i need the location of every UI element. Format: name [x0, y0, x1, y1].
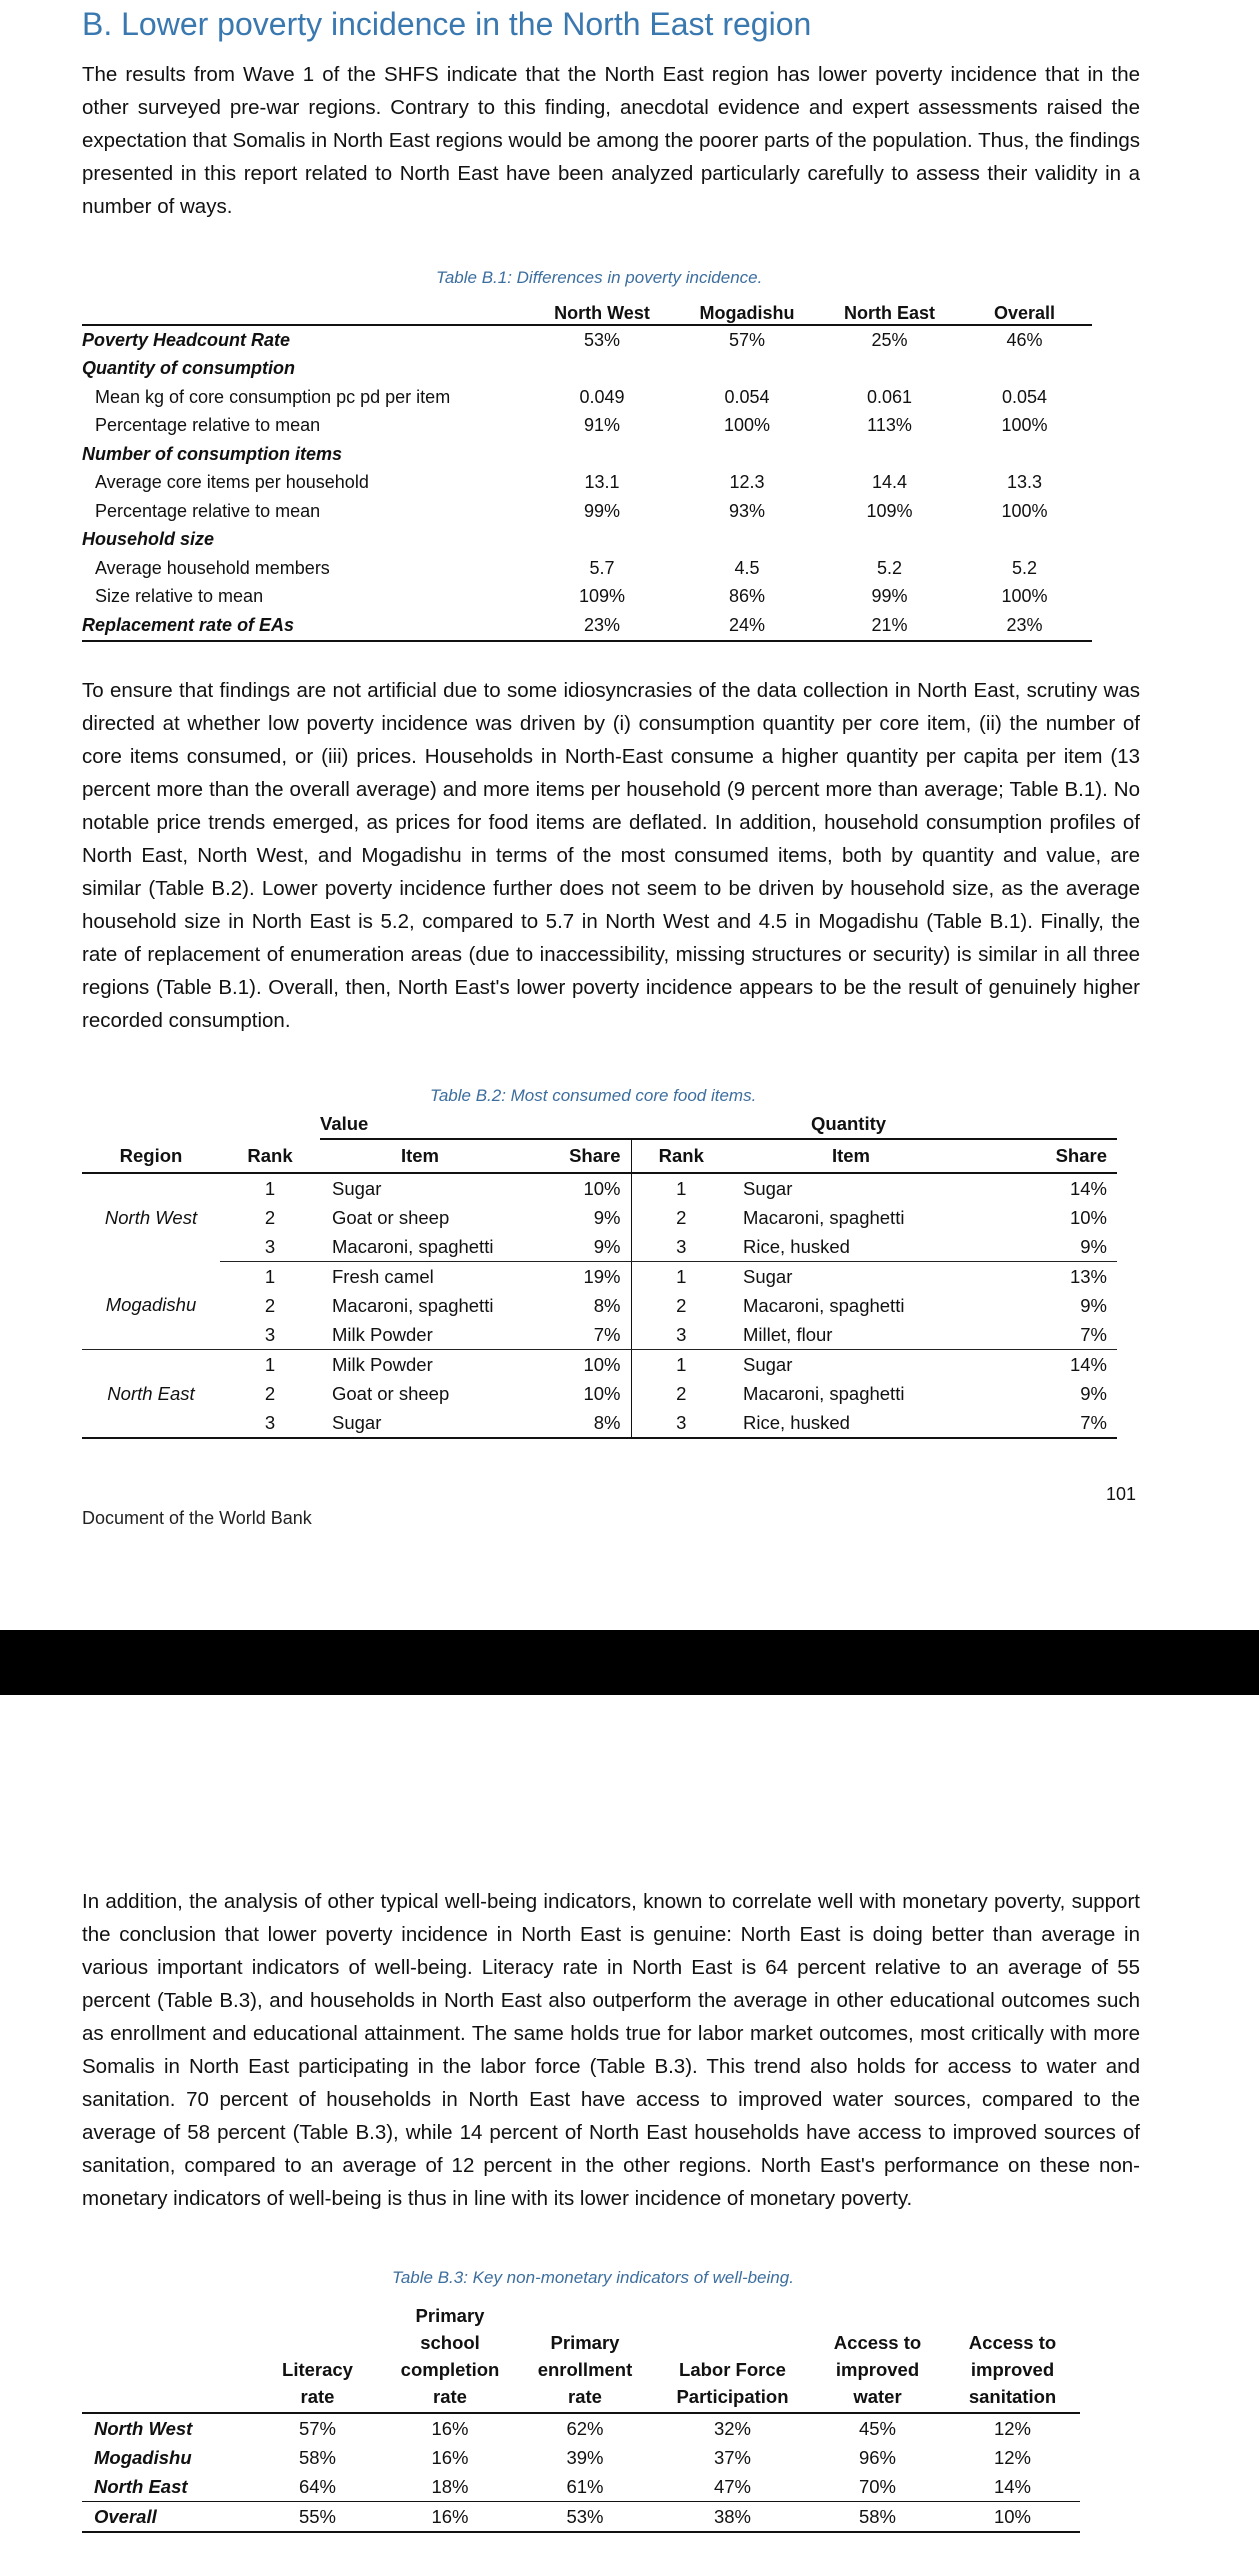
- cell: 8%: [520, 1408, 631, 1438]
- cell: 86%: [728, 586, 766, 607]
- cell: 32%: [713, 2417, 752, 2439]
- cell: 2: [264, 1382, 276, 1404]
- cell: Sugar: [743, 1177, 793, 1199]
- col-header: Primary school completion rate: [385, 2302, 515, 2413]
- cell: Goat or sheep: [332, 1382, 450, 1404]
- cell: 109%: [578, 586, 626, 607]
- table-b1-col-header: Mogadishu: [672, 294, 822, 325]
- cell: 3: [220, 1320, 320, 1350]
- row-label: North West: [94, 2417, 193, 2439]
- table-row: [82, 554, 1092, 583]
- cell: 47%: [713, 2475, 752, 2497]
- page-separator: [0, 1630, 1259, 1695]
- cell: 45%: [858, 2417, 897, 2439]
- cell: 21%: [822, 611, 957, 641]
- cell: 3: [220, 1408, 320, 1438]
- page-number: 101: [1106, 1484, 1137, 1504]
- cell: 9%: [1080, 1382, 1107, 1404]
- table-b2-header: [82, 1139, 1117, 1173]
- table-b1-col-header: Overall: [957, 294, 1092, 325]
- table-b2: [82, 1110, 1117, 1439]
- cell: 18%: [431, 2475, 469, 2497]
- cell: 9%: [520, 1203, 631, 1232]
- cell: 5.2: [1011, 557, 1038, 578]
- cell: 58%: [298, 2446, 337, 2468]
- cell: 99%: [583, 500, 621, 521]
- table-row: [82, 325, 1092, 355]
- cell: Sugar: [743, 1265, 793, 1287]
- cell: 10%: [520, 1350, 631, 1380]
- cell: 1: [264, 1353, 276, 1375]
- region-label: Mogadishu: [82, 1262, 220, 1350]
- cell: 2: [264, 1206, 276, 1228]
- cell: 7%: [520, 1320, 631, 1350]
- cell: Sugar: [332, 1177, 382, 1199]
- table-b3-caption: Table B.3: Key non-monetary indicators of well-being.: [392, 2268, 794, 2287]
- cell: 25%: [871, 329, 908, 350]
- value-group-header: Value: [320, 1110, 520, 1139]
- cell: 1: [264, 1265, 276, 1287]
- cell: 1: [264, 1177, 276, 1199]
- cell: 100%: [1001, 586, 1048, 607]
- cell: 23%: [532, 611, 672, 641]
- row-label: Household size: [82, 529, 215, 550]
- table-row: [82, 1320, 1117, 1350]
- row-label: North East: [94, 2475, 188, 2497]
- cell: 12%: [993, 2446, 1032, 2468]
- cell: 16%: [431, 2446, 469, 2468]
- cell: 2: [676, 1294, 687, 1316]
- cell: 7%: [971, 1408, 1117, 1438]
- cell: 109%: [866, 500, 913, 521]
- col-header: Literacy rate: [250, 2302, 385, 2413]
- row-label: Poverty Headcount Rate: [82, 329, 291, 350]
- cell: 0.049: [579, 386, 625, 407]
- cell: 3: [631, 1232, 731, 1262]
- cell: 5.7: [589, 557, 615, 578]
- cell: 9%: [971, 1232, 1117, 1262]
- cell: 19%: [520, 1262, 631, 1292]
- table-row: [82, 469, 1092, 498]
- cell: Sugar: [743, 1353, 793, 1375]
- cell: 99%: [871, 586, 908, 607]
- table-row: [82, 1203, 1117, 1232]
- row-label: Number of consumption items: [82, 443, 343, 464]
- region-label: North East: [82, 1350, 220, 1439]
- table-b1: [82, 294, 1092, 642]
- table-row: [82, 355, 1092, 384]
- cell: 4.5: [734, 557, 760, 578]
- col-header: Access to improved sanitation: [945, 2302, 1080, 2413]
- row-label: Replacement rate of EAs: [82, 611, 532, 641]
- cell: 1: [676, 1177, 687, 1199]
- cell: 38%: [655, 2502, 810, 2533]
- cell: 10%: [520, 1173, 631, 1203]
- cell: 2: [264, 1294, 276, 1316]
- cell: Macaroni, spaghetti: [743, 1382, 905, 1404]
- table-b1-col-header: North West: [532, 294, 672, 325]
- cell: 96%: [858, 2446, 897, 2468]
- cell: 91%: [583, 415, 621, 436]
- table-row: [82, 1173, 1117, 1203]
- table-row: [82, 2413, 1135, 2443]
- row-label: Average core items per household: [95, 472, 369, 493]
- col-header: Region: [82, 1139, 220, 1173]
- table-row: [82, 440, 1092, 469]
- cell: 1: [676, 1353, 687, 1375]
- cell: Millet, flour: [731, 1320, 971, 1350]
- cell: 100%: [723, 415, 771, 436]
- col-header: Access to improved water: [810, 2302, 945, 2413]
- cell: 9%: [520, 1232, 631, 1262]
- row-label: Mean kg of core consumption pc pd per item: [95, 386, 451, 407]
- table-b2-caption: Table B.2: Most consumed core food items.: [430, 1086, 757, 1105]
- cell: 12.3: [729, 472, 765, 493]
- cell: 9%: [1080, 1294, 1107, 1316]
- cell: 2: [676, 1382, 687, 1404]
- cell: 64%: [298, 2475, 337, 2497]
- cell: 12%: [993, 2417, 1032, 2439]
- cell: Goat or sheep: [332, 1206, 450, 1228]
- cell: Macaroni, spaghetti: [320, 1232, 520, 1262]
- cell: Fresh camel: [332, 1265, 434, 1287]
- cell: 53%: [583, 329, 621, 350]
- cell: 24%: [672, 611, 822, 641]
- region-label: North West: [104, 1206, 198, 1228]
- row-label: Percentage relative to mean: [95, 415, 321, 436]
- table-b1-col-header: North East: [822, 294, 957, 325]
- table-b1-header: [82, 294, 1092, 325]
- row-label: Overall: [82, 2502, 250, 2533]
- cell: 46%: [1006, 329, 1043, 350]
- cell: 3: [631, 1408, 731, 1438]
- cell: 0.061: [866, 386, 913, 407]
- table-b2-group-header: [82, 1110, 1117, 1139]
- table-row: [82, 1379, 1117, 1408]
- cell: Rice, husked: [731, 1232, 971, 1262]
- cell: 62%: [566, 2417, 604, 2439]
- cell: Macaroni, spaghetti: [332, 1294, 494, 1316]
- cell: 10%: [520, 1379, 631, 1408]
- cell: 70%: [858, 2475, 897, 2497]
- cell: 1: [676, 1265, 687, 1287]
- quantity-group-header: Quantity: [731, 1110, 971, 1139]
- cell: 37%: [713, 2446, 752, 2468]
- cell: Milk Powder: [320, 1320, 520, 1350]
- table-row: [82, 2443, 1135, 2472]
- col-header: Rank: [220, 1139, 320, 1173]
- cell: 58%: [810, 2502, 945, 2533]
- cell: 100%: [1001, 500, 1048, 521]
- table-row: [82, 1408, 1117, 1438]
- row-label: Quantity of consumption: [82, 358, 295, 379]
- cell: 61%: [566, 2475, 604, 2497]
- cell: 13%: [1069, 1265, 1107, 1287]
- cell: 10%: [945, 2502, 1080, 2533]
- cell: 5.2: [876, 557, 903, 578]
- row-label: Average household members: [95, 557, 330, 578]
- cell: 14%: [993, 2475, 1032, 2497]
- cell: 0.054: [724, 386, 770, 407]
- cell: 13.1: [584, 472, 620, 493]
- table-row: [82, 412, 1092, 441]
- col-header: Share: [520, 1139, 631, 1173]
- cell: Macaroni, spaghetti: [743, 1294, 905, 1316]
- col-header: Rank: [631, 1139, 731, 1173]
- row-label: Size relative to mean: [95, 586, 264, 607]
- cell: 39%: [566, 2446, 604, 2468]
- cell: 16%: [385, 2502, 515, 2533]
- intro-paragraph: The results from Wave 1 of the SHFS indicate that the North East region has lower poverty incidence that in the other surveyed pre-war regions. Contrary to this finding, anecdotal evidence and expert assessments raised the expectation that Somalis in North East regions would be among the poorer parts of the population. Thus, the findings presented in this report related to North East have been analyzed particularly carefully to assess their validity in a number of ways.: [82, 63, 1140, 218]
- col-header: Item: [320, 1139, 520, 1173]
- table-row: [82, 526, 1092, 555]
- cell: 100%: [1001, 415, 1048, 436]
- cell: 14%: [1069, 1353, 1107, 1375]
- section-title: B. Lower poverty incidence in the North East region: [82, 6, 812, 42]
- cell: 2: [676, 1206, 687, 1228]
- cell: 16%: [431, 2417, 469, 2439]
- cell: 13.3: [1006, 472, 1043, 493]
- table-row: [82, 383, 1092, 412]
- table-row: [82, 2472, 1135, 2502]
- page-footer: Document of the World Bank: [82, 1508, 312, 1528]
- cell: 3: [220, 1232, 320, 1262]
- table-b3: [82, 2302, 1135, 2533]
- cell: 10%: [1069, 1206, 1107, 1228]
- cell: 93%: [728, 500, 766, 521]
- table-row: [82, 583, 1092, 612]
- third-paragraph: In addition, the analysis of other typical well-being indicators, known to correlate well with monetary poverty, support the conclusion that lower poverty incidence in North East is genuine: North East is doing better than average in various important indicators of well-being. Literacy rate in North East is 64 percent relative to an average of 55 percent (Table B.3), and households in North East also outperform the average in other educational outcomes such as enrollment and educational attainment. The same holds true for labor market outcomes, most critically with more Somalis in North East participating in the labor force (Table B.3). This trend also holds for access to water and sanitation. 70 percent of households in North East have access to improved water sources, compared to the average of 58 percent (Table B.3), while 14 percent of North East households have access to improved sources of sanitation, compared to an average of 12 percent in the other regions. North East's performance on these non-monetary indicators of well-being is thus in line with its lower incidence of monetary poverty.: [82, 1890, 1140, 2210]
- cell: 14%: [1069, 1177, 1107, 1199]
- row-label: Mogadishu: [94, 2446, 192, 2468]
- col-header: Primary enrollment rate: [515, 2302, 655, 2413]
- cell: Rice, husked: [731, 1408, 971, 1438]
- table-row: [82, 1350, 1117, 1380]
- table-row: [82, 1232, 1117, 1262]
- col-header: Item: [731, 1139, 971, 1173]
- table-b1-caption: Table B.1: Differences in poverty incidence.: [436, 268, 763, 287]
- cell: 55%: [250, 2502, 385, 2533]
- col-header: Share: [971, 1139, 1117, 1173]
- table-row: [82, 2502, 1135, 2533]
- cell: Milk Powder: [332, 1353, 433, 1375]
- table-row: [82, 1291, 1117, 1320]
- cell: 8%: [520, 1291, 631, 1320]
- cell: Macaroni, spaghetti: [743, 1206, 905, 1228]
- cell: 23%: [957, 611, 1092, 641]
- table-row: [82, 497, 1092, 526]
- cell: 57%: [298, 2417, 337, 2439]
- col-header: Labor Force Participation: [655, 2302, 810, 2413]
- cell: Sugar: [320, 1408, 520, 1438]
- second-paragraph: To ensure that findings are not artificial due to some idiosyncrasies of the data collection in North East, scrutiny was directed at whether low poverty incidence was driven by (i) consumption quantity per core item, (ii) the number of core items consumed, or (iii) prices. Households in North-East consume a higher quantity per capita per item (13 percent more than the overall average) and more items per household (9 percent more than average; Table B.1). No notable price trends emerged, as prices for food items are deflated. In addition, household consumption profiles of North East, North West, and Mogadishu in terms of the most consumed items, both by quantity and value, are similar (Table B.2). Lower poverty incidence further does not seem to be driven by household size, as the average household size in North East is 5.2, compared to 5.7 in North West and 4.5 in Mogadishu (Table B.1). Finally, the rate of replacement of enumeration areas (due to inaccessibility, missing structures or security) is similar in all three regions (Table B.1). Overall, then, North East's lower poverty incidence appears to be the result of genuinely higher recorded consumption.: [82, 679, 1140, 1032]
- cell: 113%: [867, 415, 912, 436]
- table-row: [82, 1262, 1117, 1292]
- table-row: [82, 611, 1092, 641]
- cell: 0.054: [1001, 386, 1048, 407]
- row-label: Percentage relative to mean: [95, 500, 321, 521]
- table-b3-header: [82, 2302, 1135, 2413]
- cell: 14.4: [871, 472, 908, 493]
- cell: 7%: [971, 1320, 1117, 1350]
- cell: 57%: [728, 329, 766, 350]
- cell: 53%: [515, 2502, 655, 2533]
- cell: 3: [631, 1320, 731, 1350]
